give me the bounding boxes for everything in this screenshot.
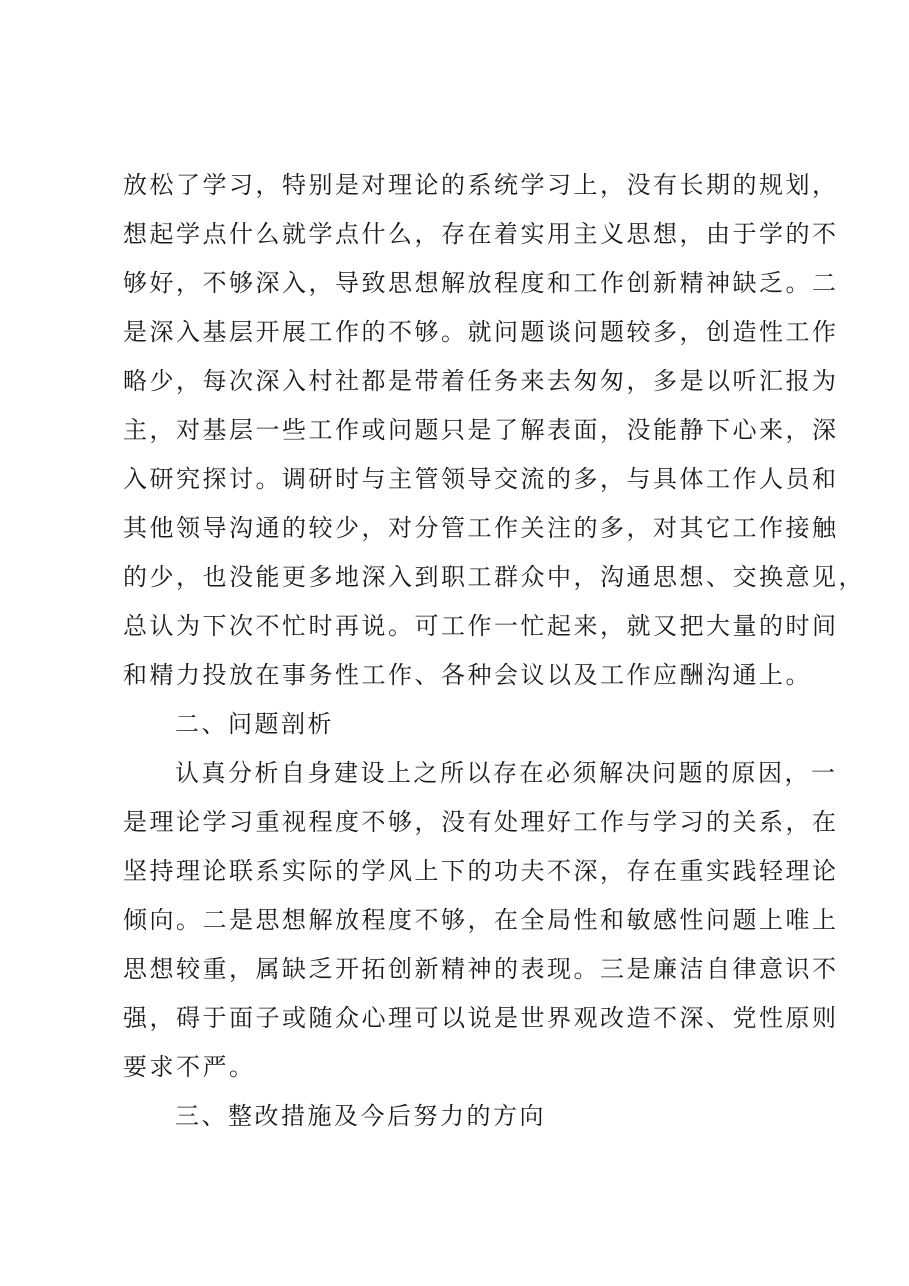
text-line: 倾向。二是思想解放程度不够，在全局性和敏感性问题上唯上	[123, 906, 839, 934]
text-line: 是理论学习重视程度不够，没有处理好工作与学习的关系，在	[123, 808, 839, 836]
text-line: 主，对基层一些工作或问题只是了解表面，没能静下心来，深	[123, 416, 839, 444]
text-line: 强，碍于面子或随众心理可以说是世界观改造不深、党性原则	[123, 1004, 839, 1032]
text-line: 其他领导沟通的较少，对分管工作关注的多，对其它工作接触	[123, 514, 839, 542]
text-line: 的少，也没能更多地深入到职工群众中，沟通思想、交换意见，	[123, 563, 865, 591]
paragraph-1	[123, 161, 865, 700]
text-line: 入研究探讨。调研时与主管领导交流的多，与具体工作人员和	[123, 465, 839, 493]
section-heading-measures: 三、整改措施及今后努力的方向	[175, 1102, 546, 1130]
text-line: 略少，每次深入村社都是带着任务来去匆匆，多是以听汇报为	[123, 367, 839, 395]
text-line: 思想较重，属缺乏开拓创新精神的表现。三是廉洁自律意识不	[123, 955, 839, 983]
text-line: 想起学点什么就学点什么，存在着实用主义思想，由于学的不	[123, 220, 839, 248]
text-line: 总认为下次不忙时再说。可工作一忙起来，就又把大量的时间	[123, 612, 839, 640]
text-line: 和精力投放在事务性工作、各种会议以及工作应酬沟通上。	[123, 661, 812, 689]
text-line: 是深入基层开展工作的不够。就问题谈问题较多，创造性工作	[123, 318, 839, 346]
text-line: 放松了学习，特别是对理论的系统学习上，没有长期的规划，	[123, 171, 839, 199]
text-line: 要求不严。	[123, 1053, 256, 1081]
document-body	[123, 161, 865, 1141]
text-line: 坚持理论联系实际的学风上下的功夫不深，存在重实践轻理论	[123, 857, 839, 885]
text-line: 够好，不够深入，导致思想解放程度和工作创新精神缺乏。二	[123, 269, 839, 297]
section-heading-analysis: 二、问题剖析	[175, 710, 334, 738]
text-line: 认真分析自身建设上之所以存在必须解决问题的原因，一	[175, 759, 838, 787]
paragraph-2	[123, 749, 839, 1092]
